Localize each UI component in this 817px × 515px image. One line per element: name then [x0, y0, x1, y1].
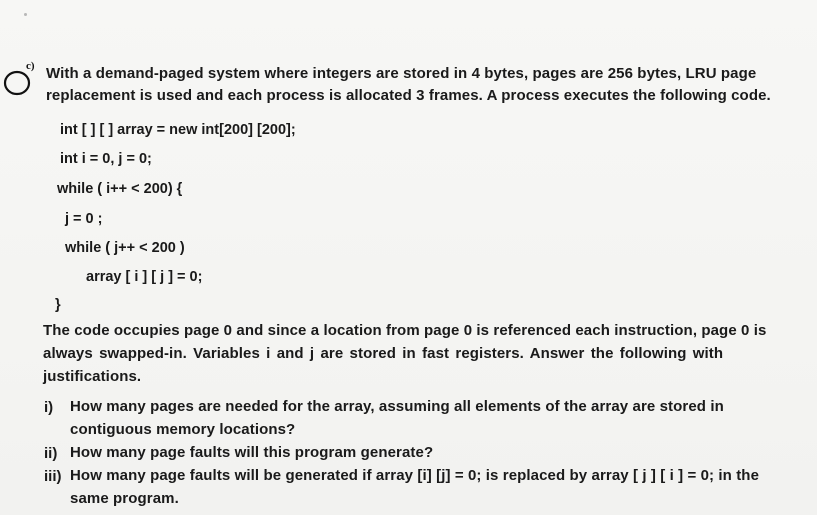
intro-line-2: replacement is used and each process is allocated 3 frames. A process executes the following code.	[46, 87, 771, 104]
code-line-5: while ( j++ < 200 )	[65, 240, 185, 256]
question-marker: c)	[26, 60, 35, 72]
intro-line-1: With a demand-paged system where integers are stored in 4 bytes, pages are 256 bytes, LRU page	[46, 65, 757, 82]
code-line-2: int i = 0, j = 0;	[60, 151, 152, 167]
subquestion-1-line-2: contiguous memory locations?	[70, 421, 296, 438]
subquestion-3-line-2: same program.	[70, 490, 179, 507]
code-line-7: }	[55, 297, 61, 313]
subquestion-label-2: ii)	[44, 445, 58, 462]
description-line-1: The code occupies page 0 and since a location from page 0 is referenced each instruction, page 0 is	[43, 322, 767, 339]
code-line-6: array [ i ] [ j ] = 0;	[86, 269, 203, 285]
subquestion-3-line-1: How many page faults will be generated if array [i] [j] = 0; is replaced by array [ j ] [ i ] = 0; in the	[70, 467, 760, 484]
subquestion-2-line-1: How many page faults will this program generate?	[70, 444, 434, 461]
subquestion-label-1: i)	[44, 399, 54, 416]
description-line-2: always swapped-in. Variables i and j are stored in fast registers. Answer the following with	[43, 345, 724, 362]
scan-speck	[24, 13, 27, 16]
subquestion-label-3: iii)	[44, 468, 62, 485]
code-line-1: int [ ] [ ] array = new int[200] [200];	[60, 122, 296, 138]
code-line-3: while ( i++ < 200) {	[57, 181, 183, 197]
code-line-4: j = 0 ;	[65, 211, 103, 227]
description-line-3: justifications.	[43, 368, 142, 385]
subquestion-1-line-1: How many pages are needed for the array, assuming all elements of the array are stored in	[70, 398, 724, 415]
